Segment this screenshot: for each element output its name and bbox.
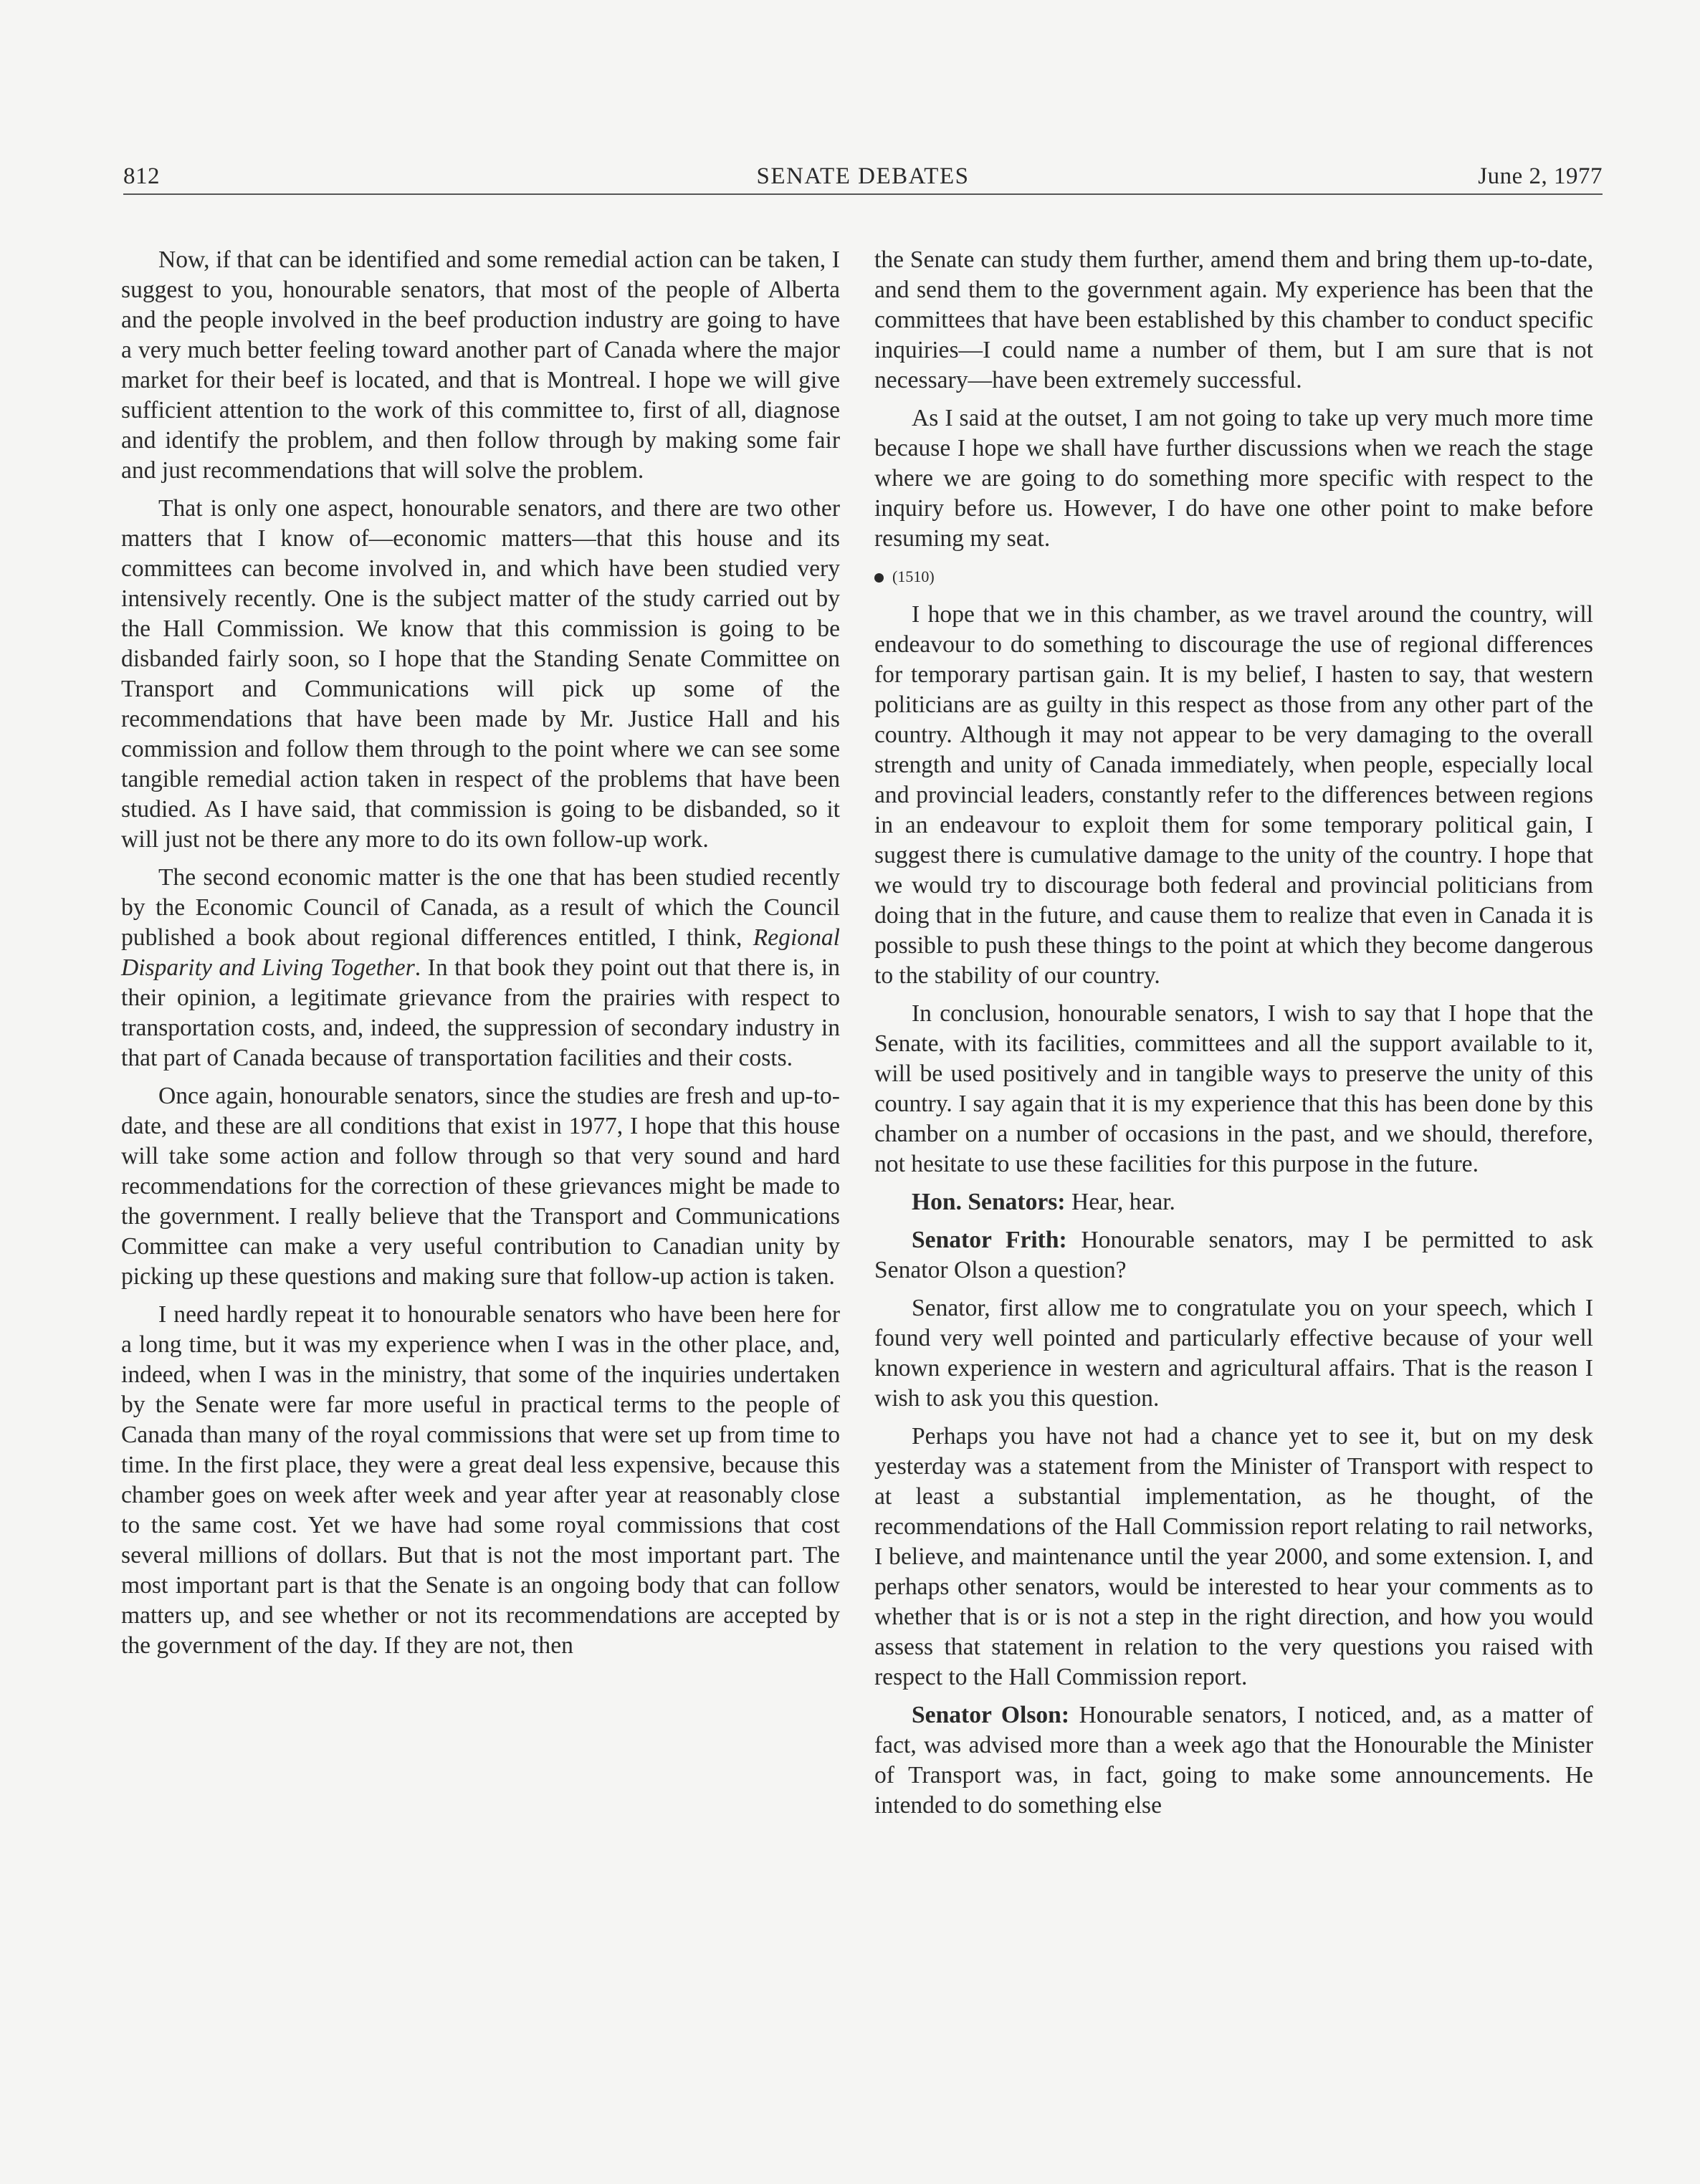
right-column: [874, 245, 1593, 1829]
paragraph: I need hardly repeat it to honourable senators who have been here for a long time, but it was my experience when I was in the other place, and, indeed, when I was in the ministry, that some of the inquiries undertaken by the Senate were far more useful in practical terms to the people of Canada than many of the royal commissions that were set up from time to time. In the first place, they were a great deal less expensive, because this chamber goes on week after week and year after year at reasonably close to the same cost. Yet we have had some royal commissions that cost several millions of dollars. But that is not the most important part. The most important part is that the Senate is an ongoing body that can follow matters up, and see whether or not its recommendations are accepted by the government of the day. If they are not, then: [121, 1301, 840, 1659]
page-header: [123, 159, 1603, 195]
book-title: Regional Disparity and Living Together: [121, 924, 840, 981]
paragraph: [874, 1700, 1593, 1821]
paragraph-text: Honourable senators, I noticed, and, as a matter of fact, was advised more than a week ago that the Honourable the Minister of Transport was, in fact, going to make some announcements. He intended to do something else: [874, 1702, 1593, 1819]
paragraph: the Senate can study them further, amend them and bring them up-to-date, and send them to the government again. My experience has been that the committees that have been established by this chamber to conduct specific inquiries—I could name a number of them, but I am sure that is not necessary—have been extremely successful.: [874, 246, 1593, 393]
paragraph-text: . In that book they point out that there is, in their opinion, a legitimate grievance from the prairies with respect to transportation costs, and, indeed, the suppression of secondary industry in that part of Canada because of transportation facilities and their costs.: [121, 954, 840, 1071]
paragraph: [874, 1225, 1593, 1285]
paragraph-text: The second economic matter is the one that has been studied recently by the Economic Council of Canada, as a result of which the Council published a book about regional differences entitled, I think,: [121, 864, 840, 951]
speaker-name: Senator Frith:: [912, 1227, 1067, 1253]
page-date: June 2, 1977: [1478, 163, 1603, 189]
time-marker: [874, 562, 1593, 592]
paragraph-text: Honourable senators, may I be permitted to ask Senator Olson a question?: [874, 1227, 1593, 1283]
bullet-dot-icon: [874, 573, 884, 583]
paragraph: That is only one aspect, honourable senators, and there are two other matters that I know of—economic matters—that this house and its committees can become involved in, and which have been studied very intensively recently. One is the subject matter of the study carried out by the Hall Commission. We know that this commission is going to be disbanded fairly soon, so I hope that the Standing Senate Committee on Transport and Communications will pick up some of the recommendations that have been made by Mr. Justice Hall and his commission and follow them through to the point where we can see some tangible remedial action taken in respect of the problems that have been studied. As I have said, that commission is going to be disbanded, so it will just not be there any more to do its own follow-up work.: [121, 495, 840, 853]
paragraph: In conclusion, honourable senators, I wish to say that I hope that the Senate, with its facilities, committees and all the support available to it, will be used positively and in tangible ways to preserve the unity of this country. I say again that it is my experience that this has been done by this chamber on a number of occasions in the past, and we should, therefore, not hesitate to use these facilities for this purpose in the future.: [874, 1000, 1593, 1177]
paragraph-text: Hear, hear.: [1065, 1189, 1175, 1215]
paragraph: I hope that we in this chamber, as we travel around the country, will endeavour to do something to discourage the use of regional differences for temporary partisan gain. It is my belief, I hasten to say, that western politicians are as guilty in this respect as those from any other part of the country. Although it may not appear to be very damaging to the overall strength and unity of Canada immediately, when people, especially local and provincial leaders, constantly refer to the differences between regions in an endeavour to exploit them for some temporary political gain, I suggest there is cumulative damage to the unity of the country. I hope that we would try to discourage both federal and provincial politicians from doing that in the future, and cause them to realize that even in Canada it is possible to push these things to the point at which they become dangerous to the stability of our country.: [874, 601, 1593, 989]
publication-title: SENATE DEBATES: [756, 163, 970, 189]
header-rule: [123, 193, 1603, 195]
paragraph: Now, if that can be identified and some remedial action can be taken, I suggest to you, honourable senators, that most of the people of Alberta and the people involved in the beef production industry are going to have a very much better feeling toward another part of Canada where the major market for their beef is located, and that is Montreal. I hope we will give sufficient attention to the work of this committee to, first of all, diagnose and identify the problem, and then follow through by making some fair and just recommendations that will solve the problem.: [121, 246, 840, 484]
paragraph: [121, 863, 840, 1073]
left-column: [121, 245, 840, 1669]
paragraph: [874, 1187, 1593, 1217]
paragraph: As I said at the outset, I am not going to take up very much more time because I hope we shall have further discussions when we reach the stage where we are going to do something more specific with respect to the inquiry before us. However, I do have one other point to make before resuming my seat.: [874, 405, 1593, 552]
paragraph: Perhaps you have not had a chance yet to see it, but on my desk yesterday was a statement from the Minister of Transport with respect to at least a substantial implementation, as he thought, of the recommendations of the Hall Commission report relating to rail networks, I believe, and maintenance until the year 2000, and some extension. I, and perhaps other senators, would be interested to hear your comments as to whether that is or is not a step in the right direction, and how you would assess that statement in relation to the very questions you raised with respect to the Hall Commission report.: [874, 1423, 1593, 1690]
time-marker-label: (1510): [892, 567, 935, 585]
page-number: 812: [123, 163, 160, 189]
speaker-name: Senator Olson:: [912, 1702, 1070, 1728]
speaker-name: Hon. Senators:: [912, 1189, 1066, 1215]
paragraph: Once again, honourable senators, since the studies are fresh and up-to-date, and these are all conditions that exist in 1977, I hope that this house will take some action and follow through so that very sound and hard recommendations for the correction of these grievances might be made to the government. I really believe that the Transport and Communications Committee can make a very useful contribution to Canadian unity by picking up these questions and making sure that follow-up action is taken.: [121, 1083, 840, 1290]
paragraph: Senator, first allow me to congratulate you on your speech, which I found very well pointed and particularly effective because of your well known experience in western and agricultural affairs. That is the reason I wish to ask you this question.: [874, 1295, 1593, 1412]
